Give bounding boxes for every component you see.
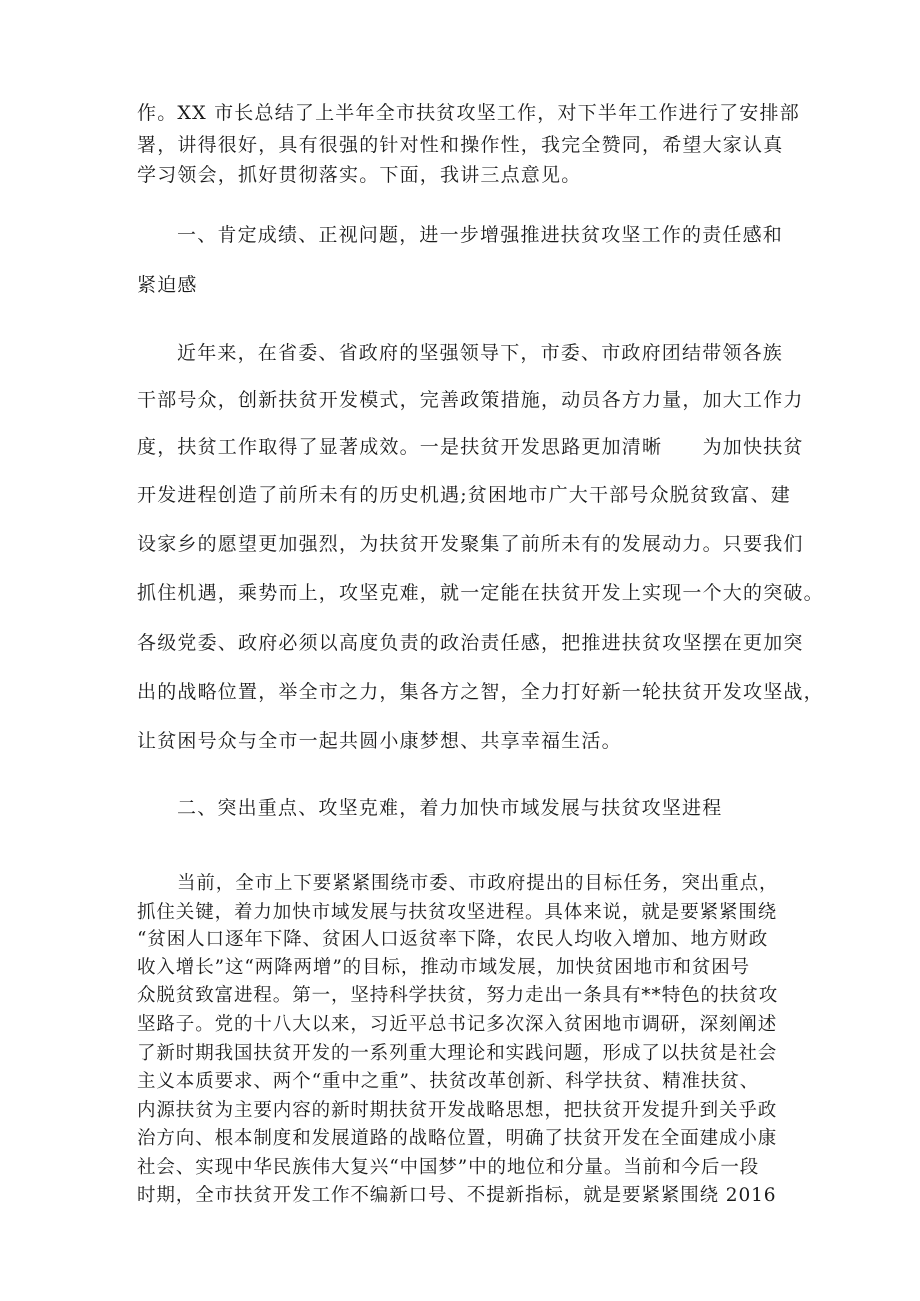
section-heading-line: 紧迫感 bbox=[137, 274, 198, 296]
paragraph-line: 近年来，在省委、省政府的坚强领导下，市委、市政府团结带领各族 bbox=[177, 342, 784, 364]
paragraph-line: 时期，全市扶贫开发工作不编新口号、不提新指标，就是要紧紧围绕 2016 bbox=[137, 1185, 777, 1206]
paragraph-line: 主义本质要求、两个“重中之重”、扶贫改革创新、科学扶贫、精准扶贫、 bbox=[137, 1071, 760, 1092]
paragraph-line: 抓住机遇，乘势而上，攻坚克难，就一定能在扶贫开发上实现一个大的突破。 bbox=[137, 582, 824, 604]
paragraph-line: 当前，全市上下要紧紧围绕市委、市政府提出的目标任务，突出重点， bbox=[177, 873, 779, 894]
paragraph-line: 众脱贫致富进程。第一，坚持科学扶贫，努力走出一条具有**特色的扶贫攻 bbox=[137, 985, 779, 1006]
paragraph-line: 干部号众，创新扶贫开发模式，完善政策措施，动员各方力量，加大工作力 bbox=[137, 389, 804, 411]
paragraph-line: 内源扶贫为主要内容的新时期扶贫开发战略思想，把扶贫开发提升到关乎政 bbox=[137, 1100, 778, 1121]
paragraph-line: 了新时期我国扶贫开发的一系列重大理论和实践问题，形成了以扶贫是社会 bbox=[137, 1043, 778, 1064]
paragraph-line: 治方向、根本制度和发展道路的战略位置，明确了扶贫开发在全面建成小康 bbox=[137, 1128, 778, 1149]
paragraph-line: 开发进程创造了前所未有的历史机遇;贫困地市广大干部号众脱贫致富、建 bbox=[137, 484, 792, 506]
paragraph-line: 出的战略位置，举全市之力，集各方之智，全力打好新一轮扶贫开发攻坚战， bbox=[137, 681, 824, 703]
paragraph-line: “贫困人口逐年下降、贫困人口返贫率下降，农民人均收入增加、地方财政 bbox=[137, 929, 769, 950]
paragraph-line: 抓住关键，着力加快市域发展与扶贫攻坚进程。具体来说，就是要紧紧围绕 bbox=[137, 902, 778, 923]
section-heading-line: 二、突出重点、攻坚克难，着力加快市域发展与扶贫攻坚进程 bbox=[177, 797, 723, 819]
paragraph-line: 学习领会，抓好贯彻落实。下面，我讲三点意见。 bbox=[137, 164, 582, 186]
paragraph-line: 度，扶贫工作取得了显著成效。一是扶贫开发思路更加清晰 为加快扶贫 bbox=[137, 436, 804, 458]
paragraph-line: 收入增长”这“两降两增”的目标，推动市域发展，加快贫困地市和贫困号 bbox=[137, 957, 751, 978]
paragraph-line: 坚路子。党的十八大以来，习近平总书记多次深入贫困地市调研，深刻阐述 bbox=[137, 1014, 778, 1035]
section-heading-line: 一、肯定成绩、正视问题，进一步增强推进扶贫攻坚工作的责任感和 bbox=[177, 224, 784, 246]
paragraph-line: 署，讲得很好，具有很强的针对性和操作性，我完全赞同，希望大家认真 bbox=[137, 134, 784, 156]
paragraph-line: 社会、实现中华民族伟大复兴“中国梦”中的地位和分量。当前和今后一段 bbox=[137, 1157, 760, 1178]
paragraph-line: 设家乡的愿望更加强烈，为扶贫开发聚集了前所未有的发展动力。只要我们 bbox=[137, 533, 804, 555]
paragraph-line: 让贫困号众与全市一起共圆小康梦想、共享幸福生活。 bbox=[137, 730, 622, 752]
paragraph-line: 作。XX 市长总结了上半年全市扶贫攻坚工作，对下半年工作进行了安排部 bbox=[137, 102, 800, 124]
paragraph-line: 各级党委、政府必须以高度负责的政治责任感，把推进扶贫攻坚摆在更加突 bbox=[137, 632, 804, 654]
